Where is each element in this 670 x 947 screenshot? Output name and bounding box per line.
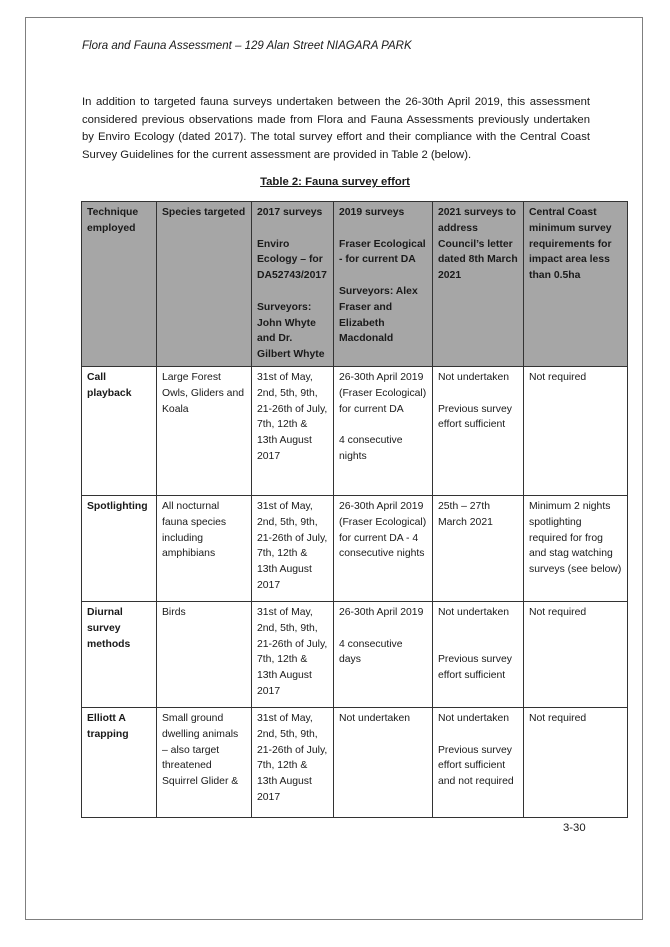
cell-technique: Elliott A trapping bbox=[82, 707, 157, 817]
cell-technique: Spotlighting bbox=[82, 495, 157, 601]
table-caption-text: Table 2: Fauna survey effort bbox=[260, 176, 410, 188]
table-caption bbox=[0, 176, 670, 188]
fauna-survey-table bbox=[81, 201, 628, 818]
cell-2021: Not undertaken Previous survey effort sufficient bbox=[433, 601, 524, 707]
header-2019-surveys: 2019 surveys Fraser Ecological - for current DA Surveyors: Alex Fraser and Elizabeth Macdonald bbox=[334, 202, 433, 367]
cell-species: Birds bbox=[157, 601, 252, 707]
cell-2017: 31st of May, 2nd, 5th, 9th, 21-26th of July, 7th, 12th & 13th August 2017 bbox=[252, 707, 334, 817]
table-row bbox=[82, 601, 628, 707]
cell-2019: Not undertaken bbox=[334, 707, 433, 817]
cell-2017: 31st of May, 2nd, 5th, 9th, 21-26th of July, 7th, 12th & 13th August 2017 bbox=[252, 601, 334, 707]
cell-species: All nocturnal fauna species including amphibians bbox=[157, 495, 252, 601]
cell-2019: 26-30th April 2019 (Fraser Ecological) for current DA - 4 consecutive nights bbox=[334, 495, 433, 601]
cell-requirement: Not required bbox=[524, 707, 628, 817]
header-requirements: Central Coast minimum survey requirements for impact area less than 0.5ha bbox=[524, 202, 628, 367]
cell-2017: 31st of May, 2nd, 5th, 9th, 21-26th of July, 7th, 12th & 13th August 2017 bbox=[252, 495, 334, 601]
intro-paragraph: In addition to targeted fauna surveys undertaken between the 26-30th April 2019, this assessment considered previous observations made from Flora and Fauna Assessments previously undertaken by Enviro Ecology (dated 2017). The total survey effort and their compliance with the Central Coast Survey Guidelines for the current assessment are provided in Table 2 (below). bbox=[82, 96, 590, 161]
cell-2019: 26-30th April 2019 4 consecutive days bbox=[334, 601, 433, 707]
cell-technique: Diurnal survey methods bbox=[82, 601, 157, 707]
cell-2019: 26-30th April 2019 (Fraser Ecological) for current DA 4 consecutive nights bbox=[334, 366, 433, 495]
cell-species: Small ground dwelling animals – also target threatened Squirrel Glider & bbox=[157, 707, 252, 817]
cell-requirement: Not required bbox=[524, 366, 628, 495]
cell-2021: Not undertaken Previous survey effort sufficient and not required bbox=[433, 707, 524, 817]
cell-technique: Call playback bbox=[82, 366, 157, 495]
cell-2017: 31st of May, 2nd, 5th, 9th, 21-26th of July, 7th, 12th & 13th August 2017 bbox=[252, 366, 334, 495]
header-species: Species targeted bbox=[157, 202, 252, 367]
cell-requirement: Not required bbox=[524, 601, 628, 707]
cell-2021: Not undertaken Previous survey effort sufficient bbox=[433, 366, 524, 495]
cell-species: Large Forest Owls, Gliders and Koala bbox=[157, 366, 252, 495]
table-header-row bbox=[82, 202, 628, 367]
header-2021-surveys: 2021 surveys to address Council’s letter dated 8th March 2021 bbox=[433, 202, 524, 367]
table-row bbox=[82, 495, 628, 601]
table-row bbox=[82, 707, 628, 817]
cell-requirement: Minimum 2 nights spotlighting required for frog and stag watching surveys (see below) bbox=[524, 495, 628, 601]
running-header: Flora and Fauna Assessment – 129 Alan Street NIAGARA PARK bbox=[82, 40, 412, 52]
page-number: 3-30 bbox=[563, 822, 586, 834]
cell-2021: 25th – 27th March 2021 bbox=[433, 495, 524, 601]
header-2017-surveys: 2017 surveys Enviro Ecology – for DA52743/2017 Surveyors: John Whyte and Dr. Gilbert Whyte bbox=[252, 202, 334, 367]
table-row bbox=[82, 366, 628, 495]
header-technique: Technique employed bbox=[82, 202, 157, 367]
